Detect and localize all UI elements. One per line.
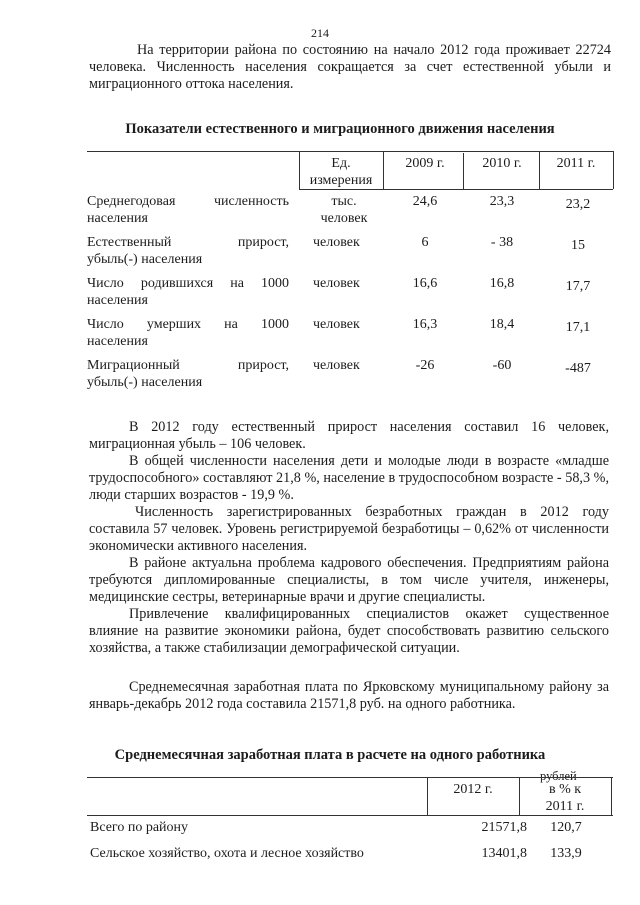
paragraph-natural-growth: В 2012 году естественный прирост населения составил 16 человек, миграционная убыль – 106 человек. <box>89 419 609 452</box>
paragraph-staffing: В районе актуальна проблема кадрового обеспечения. Предприятиям района требуются дипломированные специалисты, в том числе учителя, инженеры, медицинские сестры, ветеринарные врачи и другие специалисты. <box>89 555 609 605</box>
cell-2011: 17,1 <box>565 320 591 335</box>
header-pct <box>519 781 611 815</box>
row-unit: человек <box>313 235 360 250</box>
row-label-line1: Естественный прирост, <box>87 235 289 250</box>
paragraph-salary: Среднемесячная заработная плата по Ярковскому муниципальному району за январь-декабрь 2012 года составила 21571,8 руб. на одного работника. <box>89 679 609 712</box>
header-pct-line2: 2011 г. <box>545 799 585 814</box>
cell-2011: 17,7 <box>565 279 591 294</box>
cell-2011: 23,2 <box>565 197 591 212</box>
row-label-line2: убыль(-) населения <box>87 252 203 267</box>
table1-title: Показатели естественного и миграционного движения населения <box>125 121 555 137</box>
table-row <box>87 357 613 399</box>
row-label-line1: Число родившихся на 1000 <box>87 276 289 291</box>
header-2012: 2012 г. <box>453 782 493 797</box>
table1-header-rule <box>299 189 613 190</box>
header-2009: 2009 г. <box>405 156 445 171</box>
row-label <box>87 234 289 268</box>
cell-2012: 21571,8 <box>481 820 527 835</box>
header-unit-line1: Ед. <box>331 156 351 171</box>
row-unit: человек <box>313 276 360 291</box>
cell-2009: 6 <box>421 235 429 250</box>
row-label-line2: населения <box>87 211 148 226</box>
table1-top-rule <box>87 151 613 152</box>
cell-2010: 23,3 <box>489 194 515 209</box>
row-label <box>87 316 289 350</box>
header-unit <box>299 155 383 189</box>
cell-2010: 16,8 <box>489 276 515 291</box>
cell-pct: 120,7 <box>550 820 582 835</box>
header-pct-line1: в % к <box>548 782 582 797</box>
row-label: Всего по району <box>90 820 189 835</box>
table-row <box>87 275 613 317</box>
table-row <box>87 316 613 358</box>
row-label <box>87 357 289 391</box>
unit-note: рублей <box>540 769 577 783</box>
paragraph-specialists: Привлечение квалифицированных специалистов окажет существенное влияние на развитие экономики района, будет способствовать развитию сельского хозяйства, а также стабилизации демографической ситуации. <box>89 606 609 656</box>
cell-2010: - 38 <box>490 235 514 250</box>
header-unit-line2: измерения <box>309 173 373 188</box>
table-row <box>87 845 613 869</box>
table-row <box>87 193 613 235</box>
header-2010: 2010 г. <box>482 156 522 171</box>
table2-vline <box>611 777 612 815</box>
row-unit-line1: тыс. <box>331 194 357 209</box>
table-row <box>87 234 613 276</box>
row-label-line1: Среднегодовая численность <box>87 194 289 209</box>
row-unit <box>309 193 379 227</box>
intro-paragraph: На территории района по состоянию на начало 2012 года проживает 22724 человека. Численность населения сокращается за счет естественной убыли и миграционного оттока населения. <box>89 42 611 92</box>
cell-2012: 13401,8 <box>481 846 527 861</box>
cell-pct: 133,9 <box>550 846 582 861</box>
cell-2010: 18,4 <box>489 317 515 332</box>
row-label-line1: Миграционный прирост, <box>87 358 289 373</box>
row-label <box>87 193 289 227</box>
page-number: 214 <box>311 26 329 40</box>
row-label: Сельское хозяйство, охота и лесное хозяйство <box>90 846 364 861</box>
row-unit: человек <box>313 358 360 373</box>
cell-2009: 24,6 <box>412 194 438 209</box>
table2-top-rule <box>87 777 613 778</box>
row-unit: человек <box>313 317 360 332</box>
row-label-line1: Число умерших на 1000 <box>87 317 289 332</box>
table2-header-rule <box>87 815 613 816</box>
table1-vline <box>613 151 614 189</box>
cell-2009: -26 <box>415 358 435 373</box>
row-label <box>87 275 289 309</box>
row-label-line2: населения <box>87 334 148 349</box>
table1-vline <box>539 151 540 189</box>
cell-2011: 15 <box>571 238 585 253</box>
paragraph-unemployment: Численность зарегистрированных безработных граждан в 2012 году составила 57 человек. Уровень регистрируемой безработицы – 0,62% от численности экономически активного населения. <box>89 504 609 554</box>
table2-title: Среднемесячная заработная плата в расчете на одного работника <box>114 747 546 763</box>
row-label-line2: убыль(-) населения <box>87 375 203 390</box>
cell-2009: 16,6 <box>412 276 438 291</box>
paragraph-age-structure: В общей численности населения дети и молодые люди в возрасте «младше трудоспособного» составляют 21,8 %, население в трудоспособном возрасте - 58,3 %, люди старших возрастов - 19,9 %. <box>89 453 609 503</box>
cell-2011: -487 <box>565 361 591 376</box>
header-2011: 2011 г. <box>556 156 596 171</box>
cell-2010: -60 <box>492 358 512 373</box>
cell-2009: 16,3 <box>412 317 438 332</box>
table1-vline <box>463 153 464 189</box>
table1-vline <box>383 151 384 189</box>
table-row <box>87 819 613 843</box>
row-unit-line2: человек <box>320 211 368 226</box>
row-label-line2: населения <box>87 293 148 308</box>
